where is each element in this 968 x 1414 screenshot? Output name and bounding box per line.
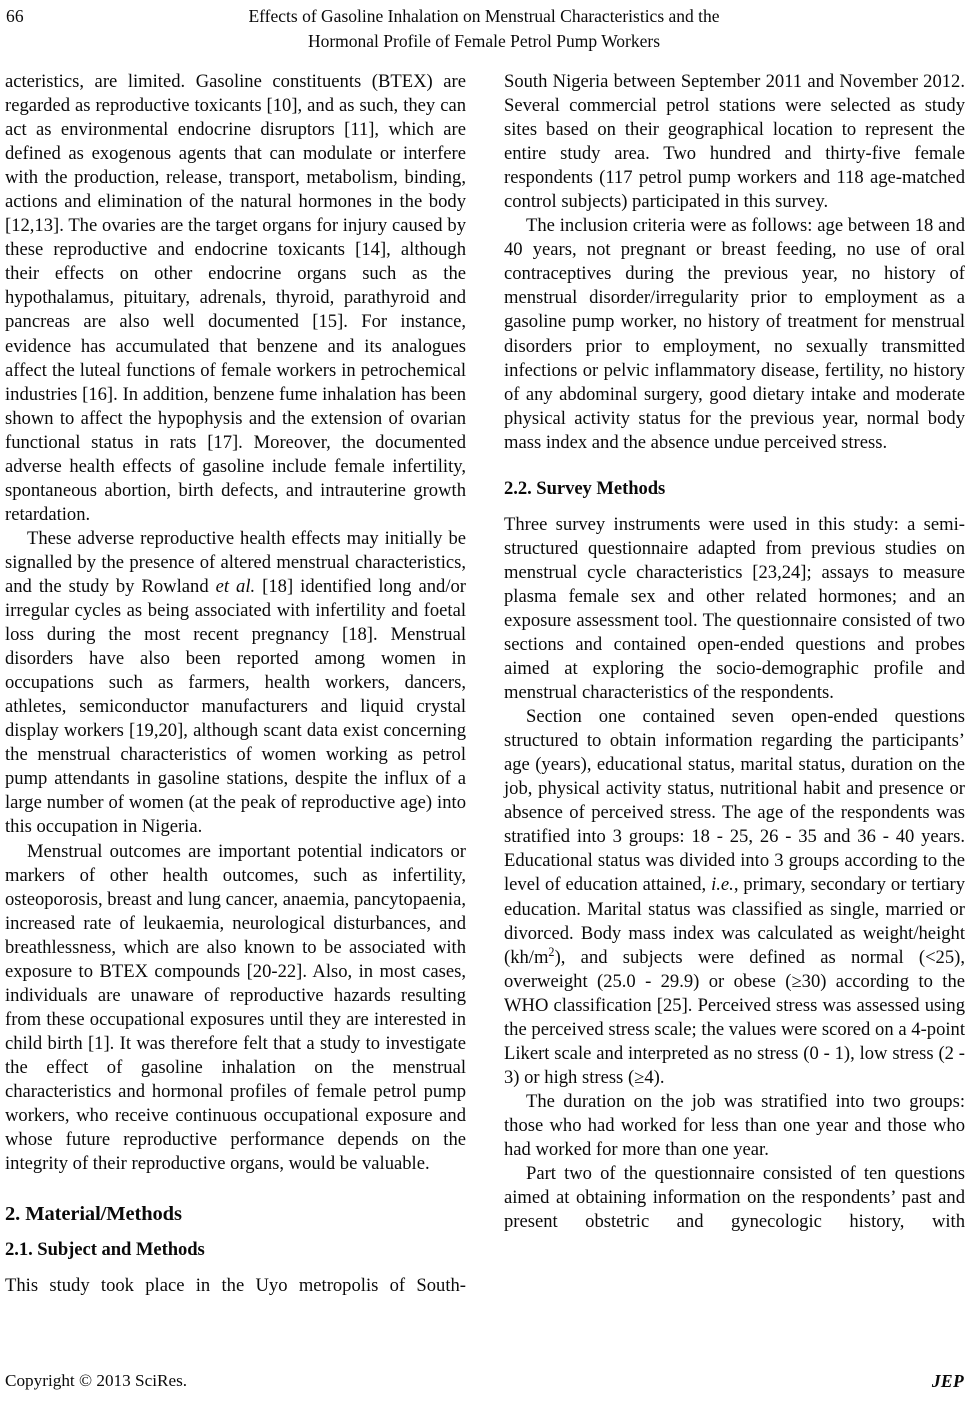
paragraph-job-duration: The duration on the job was stratified into two groups: those who had worked for less than one year and those who had worked for more than one year. [504,1090,965,1160]
paragraph-adverse-effects [5,527,466,840]
paragraph-part-two-questionnaire: Part two of the questionnaire consisted of ten questions aimed at obtaining information on the respondents’ past and present obstetric and gynecologic history, with [504,1163,965,1233]
citation-et-al: et al. [215,575,256,597]
heading-section-2: 2. Material/Methods [5,1203,182,1226]
spacer-before-section-heading [5,1176,466,1202]
paragraph-menstrual-outcomes: Menstrual outcomes are important potential indicators or markers of other health outcomes, such as infertility, osteoporosis, breast and lung cancer, anaemia, pancytopaenia, increased rate of leukaemia, neurological disturbances, and breathlessness, which are also known to be associated with exposure to BTEX compounds [20-22]. Also, in most cases, individuals are unaware of reproductive hazards resulting from these occupational exposures until they are interested in child birth [1]. It was therefore felt that a study to investigate the effect of gasoline inhalation on the menstrual characteristics and hormonal profiles of female petrol pump workers, who receive continuous occupational exposure and whose future reproductive performance depends on the integrity of their reproductive organs, would be valuable. [5,840,466,1175]
right-column [504,70,965,1332]
spacer-before-survey-heading [504,455,965,477]
copyright-notice: Copyright © 2013 SciRes. [5,1371,188,1390]
heading-subsection-2-1: 2.1. Subject and Methods [5,1239,205,1261]
running-title-line-1: Effects of Gasoline Inhalation on Menstrual Characteristics and the [248,6,720,26]
paragraph-inclusion-criteria: The inclusion criteria were as follows: age between 18 and 40 years, not pregnant or breast feeding, no use of oral contraceptives during the previous year, no history of menstrual disorder/irregularity prior to employment as a gasoline pump worker, no history of treatment for menstrual disorders prior to employment, no sexually transmitted infections or pelvic inflammatory disease, fertility, no history of any abdominal surgery, good dietary intake and moderate physical activity status for the previous year, normal body mass index and the absence undue perceived stress. [504,215,965,453]
bmi-superscript-two: 2 [548,944,555,959]
abbreviation-ie: i.e. [711,874,734,896]
paragraph-text-part-c: ), and subjects were defined as normal (<25), overweight (25.0 - 29.9) or obese (≥30) according to the WHO classification [25]. Perceived stress was assessed using the perceived stress scale; the values were scored on a 4-point Likert scale and interpreted as no stress (0 - 1), low stress (2 - 3) or high stress (≥4). [504,946,965,1088]
running-head [0,0,968,58]
page-number: 66 [6,6,24,26]
heading-subsection-2-2: 2.2. Survey Methods [504,477,666,499]
spacer-after-section-heading [5,1226,466,1238]
body-columns [5,70,965,1332]
spacer-after-survey-heading [504,501,965,513]
paragraph-study-location-start: This study took place in the Uyo metropolis of South- [5,1275,466,1297]
paragraph-continued-intro: acteristics, are limited. Gasoline constituents (BTEX) are regarded as reproductive toxicants [10], and as such, they can act as environmental endocrine disruptors [11], which are defined as exogenous agents that can modulate or interfere with the production, release, transport, metabolism, binding, actions and elimination of the natural hormones in the body [12,13]. The ovaries are the target organs for injury caused by these reproductive and endocrine toxicants [14], although their effects on other endocrine organs such as the hypothalamus, pituitary, adrenals, thyroid, parathyroid and pancreas are also well documented [15]. For instance, evidence has accumulated that benzene and its analogues affect the luteal functions of female workers in petrochemical industries [16]. In addition, benzene fume inhalation has been shown to affect the hypophysis and the extension of ovarian functional status in rats [17]. Moreover, the documented adverse health effects of gasoline include female infertility, spontaneous abortion, birth defects, and intrauterine growth retardation. [5,71,466,525]
running-title [130,4,838,54]
paragraph-text-part-b: [18] identified long and/or irregular cycles as being associated with infertility and foetal loss during the most recent pregnancy [18]. Menstrual disorders have also been reported among women in occupations such as farmers, health workers, dancers, athletes, semiconductor manufacturers and liquid crystal display workers [19,20], although scant data exist concerning the menstrual characteristics of women working as petrol pump attendants in gasoline stations, despite the influx of a large number of women (at the peak of reproductive age) into this occupation in Nigeria. [5,575,466,838]
paragraph-survey-instruments: Three survey instruments were used in this study: a semi-structured questionnaire adapted from previous studies on menstrual cycle characteristics [23,24]; assays to measure plasma female sex and other related hormones; and an exposure assessment tool. The questionnaire consisted of two sections and contained open-ended questions and probes aimed at exploring the socio-demographic profile and menstrual characteristics of the respondents. [504,513,965,704]
page-footer [5,1370,964,1400]
spacer-after-subsection-heading [5,1262,466,1274]
paragraph-study-location-continued: South Nigeria between September 2011 and November 2012. Several commercial petrol stations were selected as study sites based on their geographical location to represent the entire study area. Two hundred and thirty-five female respondents (117 petrol pump workers and 118 age-matched control subjects) participated in this survey. [504,71,965,213]
left-column [5,70,466,1332]
paragraph-text-part-a: Section one contained seven open-ended questions structured to obtain information regarding the participants’ age (years), educational status, marital status, duration on the job, physical activity status, nutritional habit and presence or absence of perceived stress. The age of the respondents was stratified into 3 groups: 18 - 25, 26 - 35 and 36 - 40 years. Educational status was divided into 3 groups according to the level of education attained, [504,706,965,896]
paragraph-section-one-questions [504,705,965,1090]
paragraph-text-part-b: , primary, secondary or tertiary education. Marital status was classified as single, married or divorced. Body mass index was calculated as weight/height (kh/m [504,874,965,968]
journal-abbreviation: JEP [931,1371,964,1391]
paragraph-text-part-a: These adverse reproductive health effects may initially be signalled by the presence of altered menstrual characteristics, and the study by Rowland [5,527,466,597]
running-title-line-2: Hormonal Profile of Female Petrol Pump Workers [307,31,661,51]
